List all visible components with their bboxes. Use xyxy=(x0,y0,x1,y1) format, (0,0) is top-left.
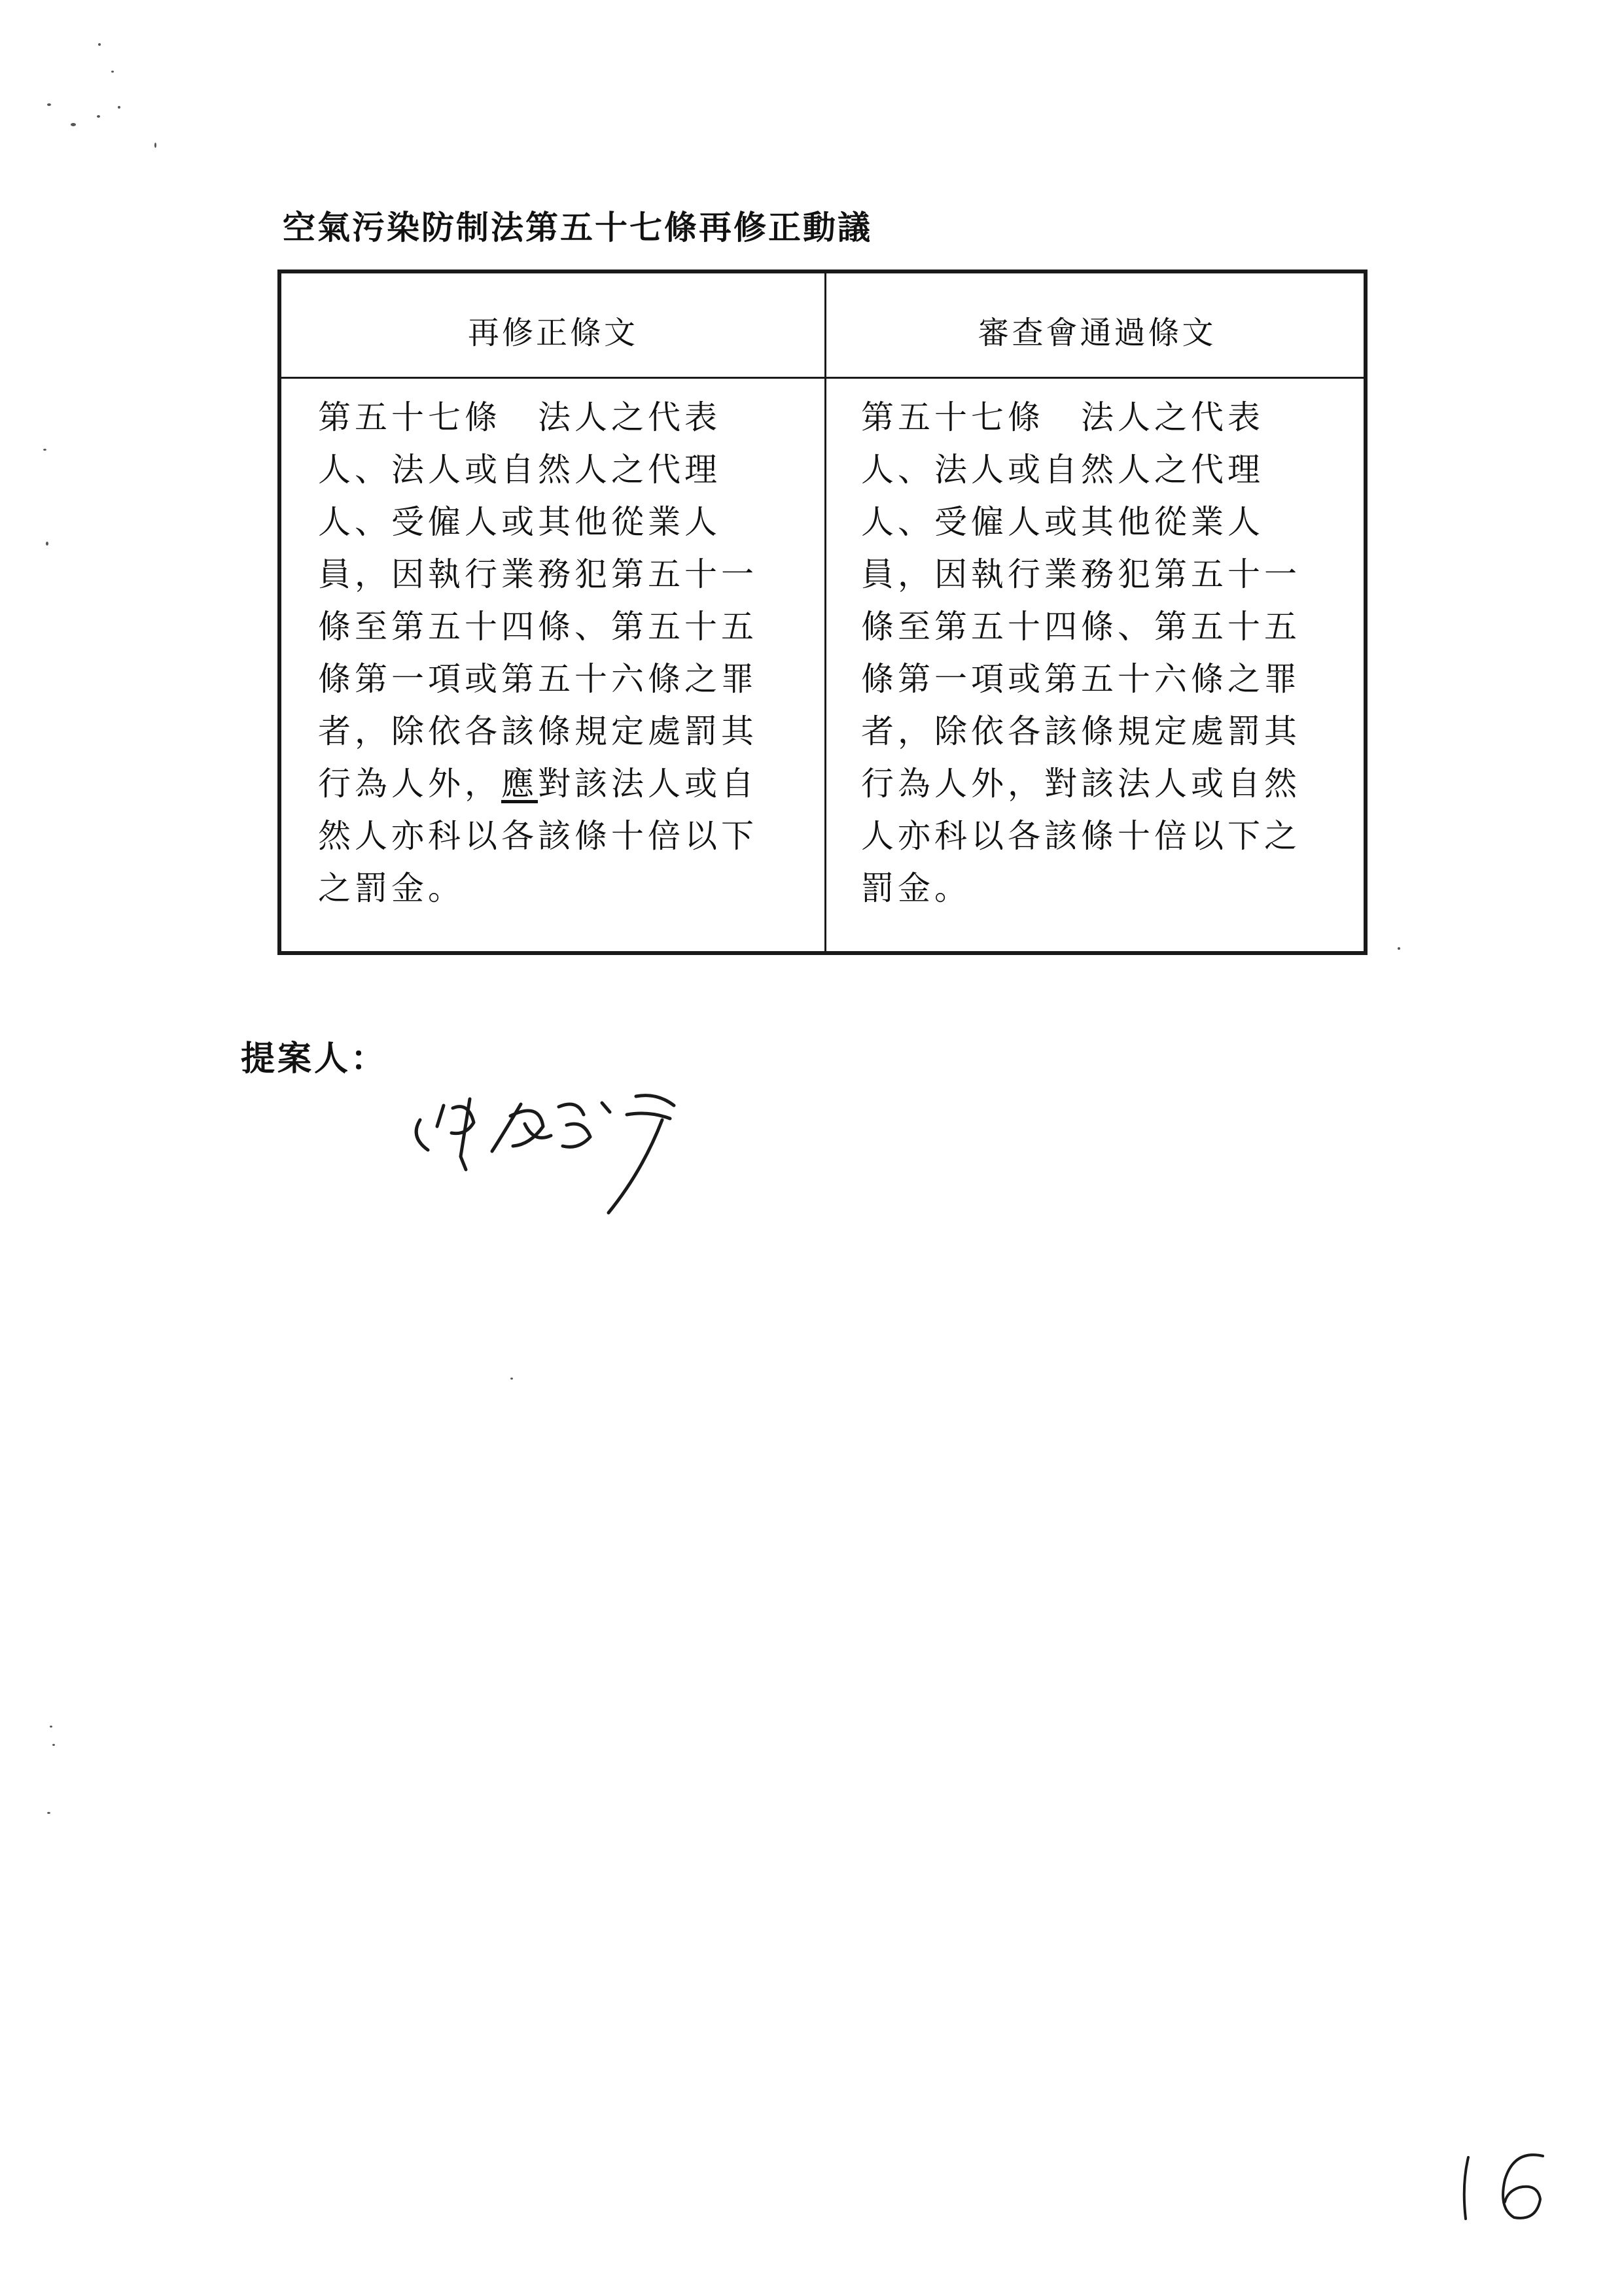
handwritten-signature xyxy=(406,1073,720,1230)
scan-speck xyxy=(46,542,48,546)
text-line: 人、法人或自然人之代理 xyxy=(318,451,721,489)
scan-speck xyxy=(98,43,101,46)
scan-speck xyxy=(47,103,51,106)
scan-speck xyxy=(47,1812,50,1814)
text-segment: 行為人外， xyxy=(318,765,501,803)
text-line: 條第一項或第五十六條之罪 xyxy=(861,660,1301,698)
text-line: 然人亦科以各該條十倍以下 xyxy=(318,817,758,855)
scan-speck xyxy=(1398,947,1400,950)
text-line-with-amendment xyxy=(318,757,789,810)
scan-speck xyxy=(43,449,46,451)
text-line: 第五十七條 法人之代表 xyxy=(318,398,721,436)
scan-speck xyxy=(118,106,120,109)
text-line: 條第一項或第五十六條之罪 xyxy=(318,660,758,698)
text-line: 條至第五十四條、第五十五 xyxy=(318,608,758,646)
text-line: 人亦科以各該條十倍以下之 xyxy=(861,817,1301,855)
revised-article-header: 再修正條文 xyxy=(467,315,638,351)
text-line: 條至第五十四條、第五十五 xyxy=(861,608,1301,646)
scan-speck xyxy=(111,71,114,73)
text-line: 行為人外，對該法人或自然 xyxy=(861,765,1301,803)
passed-article-header: 審查會通過條文 xyxy=(978,315,1216,351)
scan-speck xyxy=(52,1744,55,1746)
scan-speck xyxy=(97,115,100,118)
scan-speck xyxy=(50,1726,52,1728)
text-line: 罰金。 xyxy=(861,869,971,907)
scan-speck xyxy=(154,143,156,148)
page-number xyxy=(1446,2146,1564,2237)
column-divider xyxy=(824,273,826,951)
header-divider xyxy=(281,377,1364,379)
text-line: 員，因執行業務犯第五十一 xyxy=(318,555,758,593)
text-line: 員，因執行業務犯第五十一 xyxy=(861,555,1301,593)
passed-article-text xyxy=(861,391,1332,914)
amended-word: 應 xyxy=(501,765,538,803)
text-line: 人、法人或自然人之代理 xyxy=(861,451,1264,489)
text-line: 者，除依各該條規定處罰其 xyxy=(318,712,758,750)
text-line: 之罰金。 xyxy=(318,869,465,907)
text-line: 第五十七條 法人之代表 xyxy=(861,398,1264,436)
text-line: 人、受僱人或其他從業人 xyxy=(318,503,721,541)
scan-speck xyxy=(71,123,76,126)
proposer-label: 提案人： xyxy=(241,1039,388,1079)
comparison-table xyxy=(277,270,1368,955)
document-title: 空氣污染防制法第五十七條再修正動議 xyxy=(283,208,872,247)
revised-article-text xyxy=(318,391,789,914)
text-line: 者，除依各該條規定處罰其 xyxy=(861,712,1301,750)
scan-speck xyxy=(510,1378,513,1380)
text-segment: 對該法人或自 xyxy=(538,765,758,803)
text-line: 人、受僱人或其他從業人 xyxy=(861,503,1264,541)
